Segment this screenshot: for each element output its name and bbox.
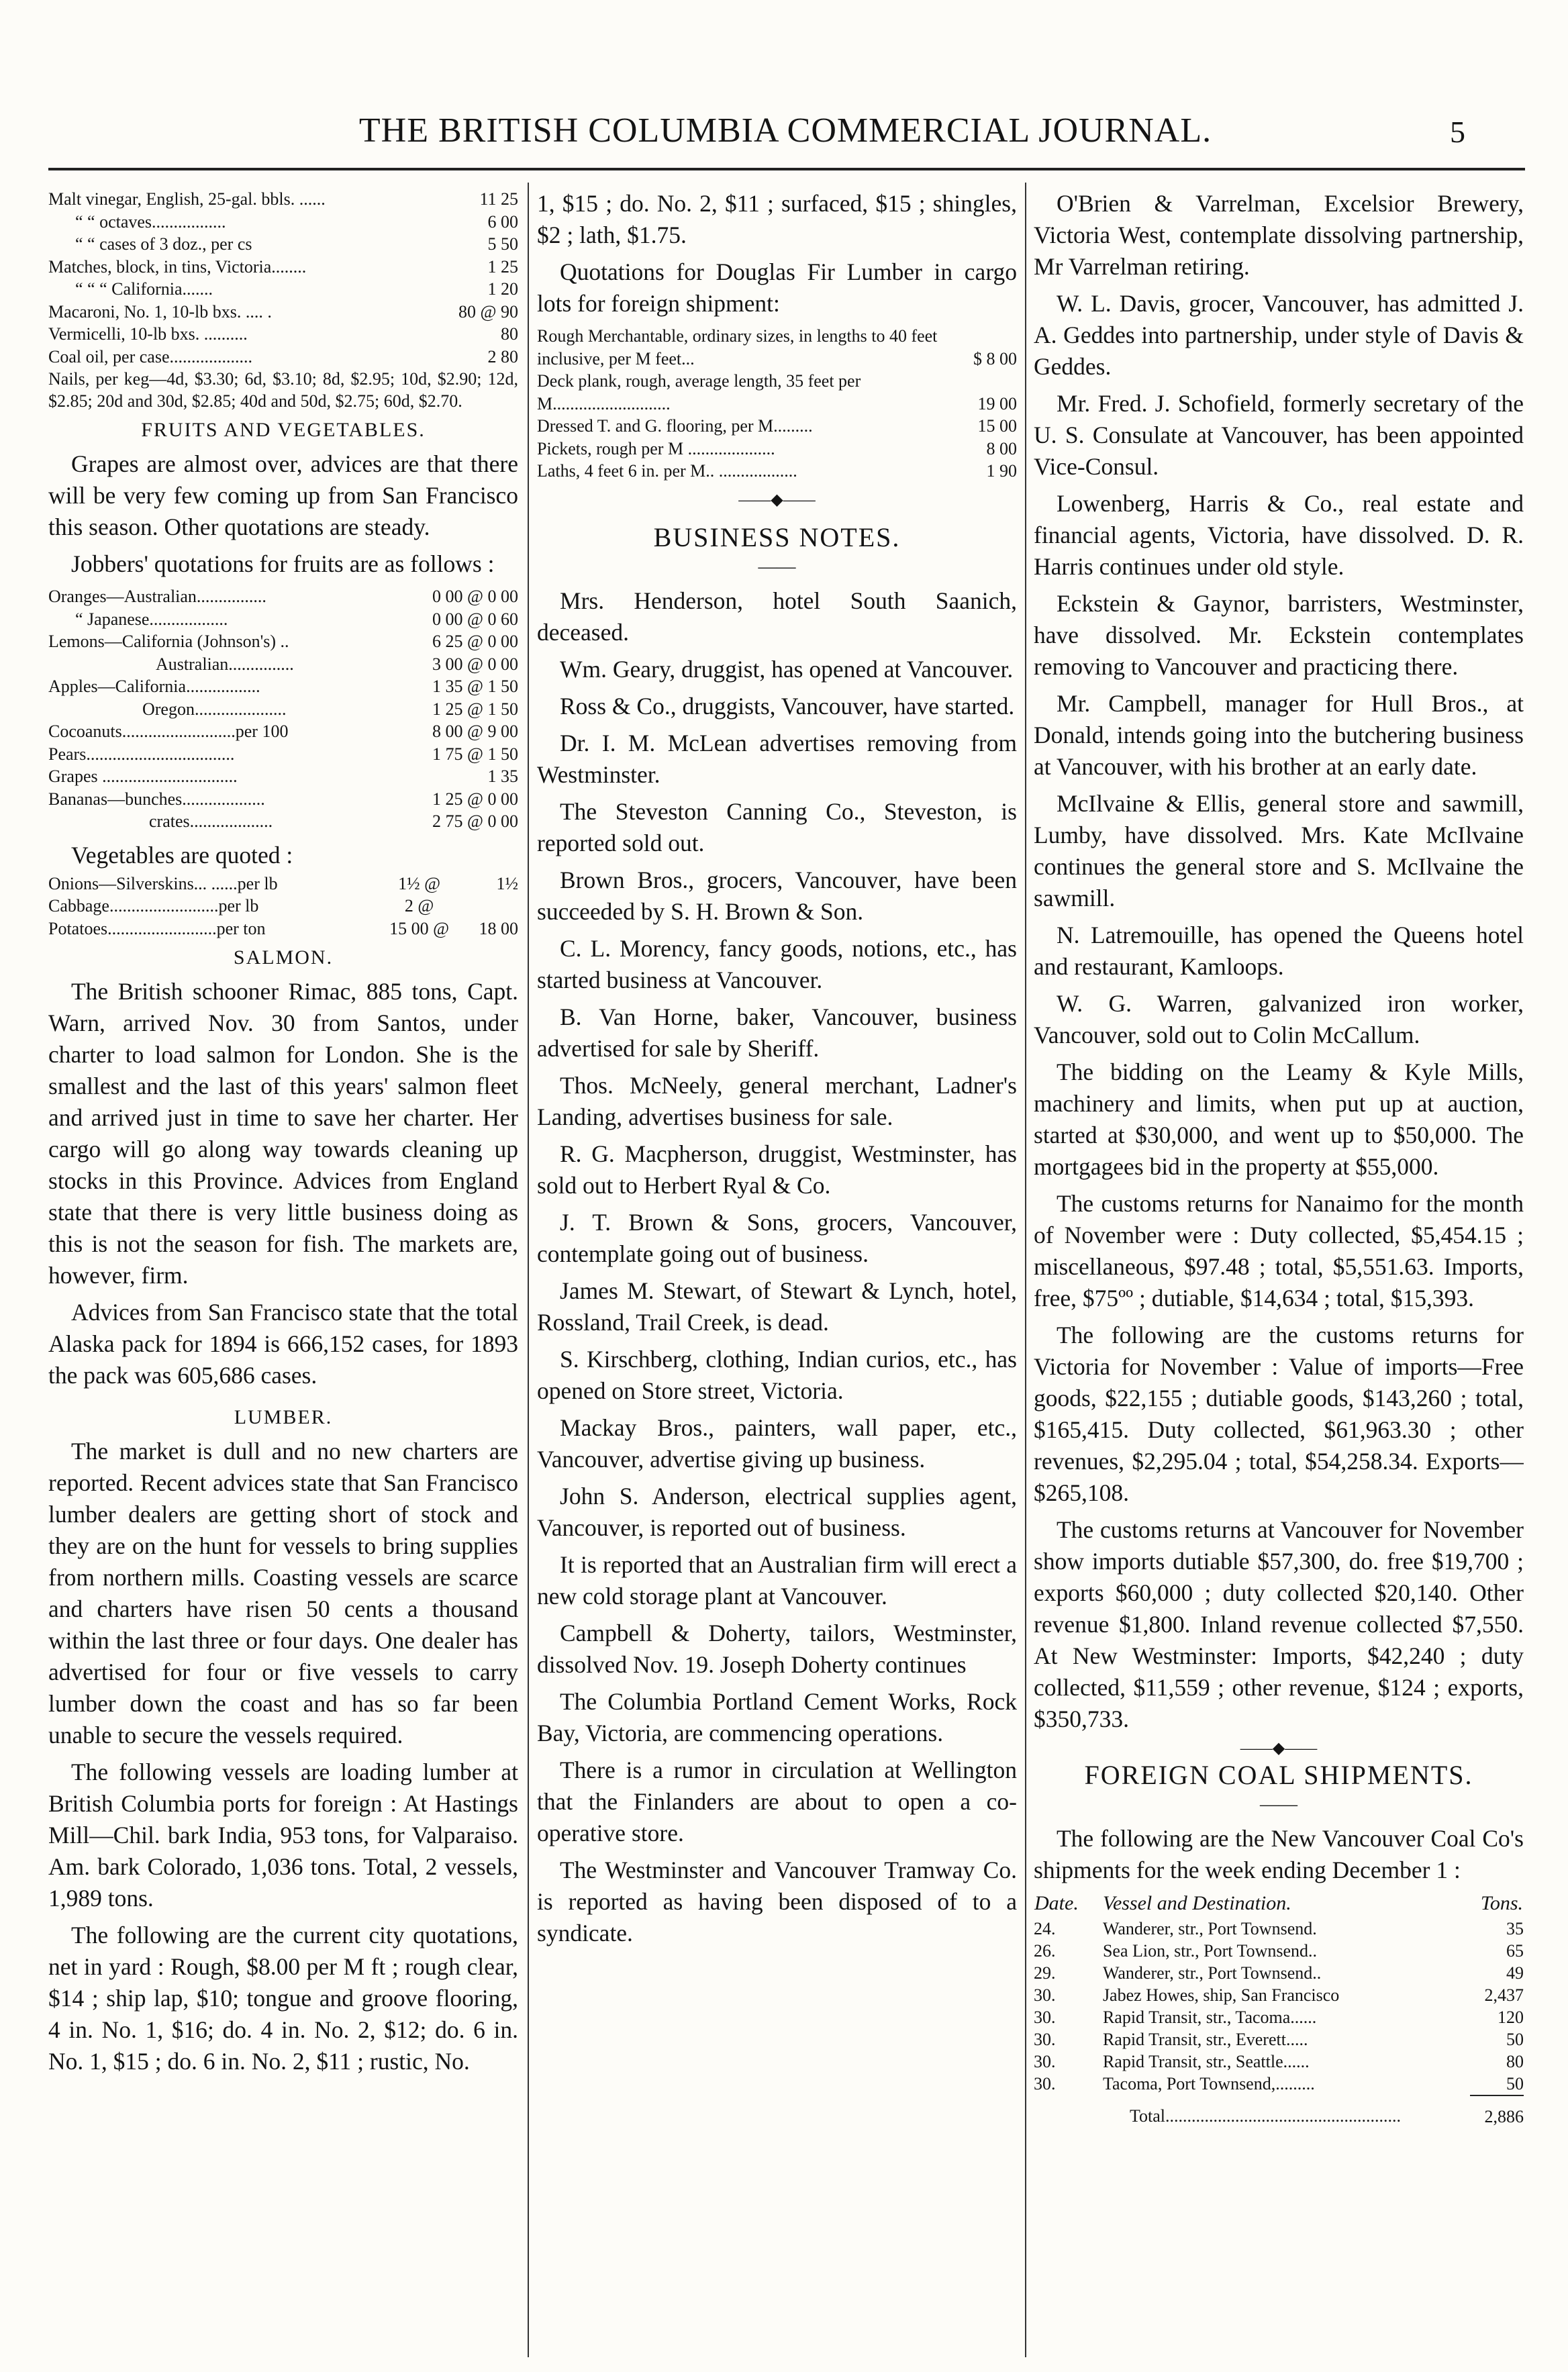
business-note: O'Brien & Varrelman, Excelsior Brewery, Victoria West, contemplate dissolving partnership, Mr Varrelman retiring. xyxy=(1034,190,1524,280)
total-label: Total...................................................... xyxy=(1129,2106,1401,2126)
price-row: Coal oil, per case................... 2 80 xyxy=(48,346,518,366)
business-note: Campbell & Doherty, tailors, Westminster, dissolved Nov. 19. Joseph Doherty continues xyxy=(537,1619,1017,1678)
column-3 xyxy=(1034,188,1524,2128)
business-note: Eckstein & Gaynor, barristers, Westminster, have dissolved. Mr. Eckstein contemplates removing to Vancouver and practicing there. xyxy=(1034,590,1524,680)
paragraph: The following vessels are loading lumber at British Columbia ports for foreign : At Hastings Mill—Chil. bark India, 953 tons, for Valparaiso. Am. bark Colorado, 1,036 tons. Total, 2 vessels, 1,989 tons. xyxy=(48,1759,518,1912)
table-row: 30. Rapid Transit, str., Seattle...... 80 xyxy=(1034,2051,1524,2071)
business-note: Wm. Geary, druggist, has opened at Vancouver. xyxy=(560,655,1014,683)
business-note: Mr. Campbell, manager for Hull Bros., at Donald, intends going into the butchering business at Vancouver, with his brother at an early date. xyxy=(1034,690,1524,780)
business-note: There is a rumor in circulation at Wellington that the Finlanders are about to open a co-operative store. xyxy=(537,1756,1017,1846)
section-heading-salmon: SALMON. xyxy=(233,946,334,969)
fruit-price-table xyxy=(48,585,518,833)
business-note: Dr. I. M. McLean advertises removing from Westminster. xyxy=(537,729,1017,788)
price-row: Australian............... 3 00 @ 0 00 xyxy=(156,654,518,674)
column-header-date: Date. xyxy=(1034,1892,1079,1914)
price-row: Malt vinegar, English, 25-gal. bbls. ...... 11 25 xyxy=(48,189,518,209)
price-row: Pears.................................. 1 75 @ 1 50 xyxy=(48,744,518,764)
business-note: McIlvaine & Ellis, general store and sawmill, Lumby, have dissolved. Mrs. Kate McIlvaine continues the general store and S. McIlvaine the sawmill. xyxy=(1034,790,1524,911)
price-row: Vermicelli, 10-lb bxs. .......... 80 xyxy=(48,324,518,344)
table-header-row xyxy=(1034,1891,1524,1918)
section-heading-coal-shipments: FOREIGN COAL SHIPMENTS. xyxy=(1084,1760,1473,1790)
price-row: “ Japanese.................. 0 00 @ 0 60 xyxy=(75,609,518,629)
price-row: Oranges—Australian................ 0 00 @ 0 00 xyxy=(48,587,518,606)
paragraph: Quotations for Douglas Fir Lumber in cargo lots for foreign shipment: xyxy=(537,258,1017,317)
business-note: Thos. McNeely, general merchant, Ladner's Landing, advertises business for sale. xyxy=(537,1071,1017,1130)
column-1 xyxy=(48,188,518,2083)
header-rule xyxy=(48,168,1525,170)
page-number: 5 xyxy=(1450,115,1465,149)
business-note: C. L. Morency, fancy goods, notions, etc., has started business at Vancouver. xyxy=(537,934,1017,993)
paragraph: Advices from San Francisco state that the total Alaska pack for 1894 is 666,152 cases, for 1893 the pack was 605,686 cases. xyxy=(48,1299,518,1389)
business-note: Mrs. Henderson, hotel South Saanich, deceased. xyxy=(537,587,1017,646)
paragraph: Vegetables are quoted : xyxy=(71,841,293,869)
price-row: crates................... 2 75 @ 0 00 xyxy=(149,811,518,831)
business-note: Lowenberg, Harris & Co., real estate and financial agents, Victoria, have dissolved. D. R. Harris continues under old style. xyxy=(1034,490,1524,580)
table-row: 30. Rapid Transit, str., Tacoma...... 120 xyxy=(1034,2007,1524,2027)
ornament-divider: ——◆—— xyxy=(1240,1740,1318,1757)
price-row: Matches, block, in tins, Victoria........ 1 25 xyxy=(48,256,518,277)
price-row: Grapes ............................... 1 35 xyxy=(48,767,518,786)
paragraph: The following are the current city quotations, net in yard : Rough, $8.00 per M ft ; rough clear, $14 ; ship lap, $10; tongue and groove flooring, 4 in. No. 1, $16; do. 4 in. No. 2, $12; do. 6 in. No. 1, $15 ; do. 6 in. No. 2, $11 ; rustic, No. xyxy=(48,1922,518,2075)
price-row: Laths, 4 feet 6 in. per M.. .................. 1 90 xyxy=(537,461,1017,481)
paragraph: Grapes are almost over, advices are that there will be very few coming up from San Francisco this season. Other quotations are steady. xyxy=(48,450,518,540)
grocery-price-table xyxy=(48,188,518,368)
business-note: The Steveston Canning Co., Steveston, is reported sold out. xyxy=(537,797,1017,856)
business-note: B. Van Horne, baker, Vancouver, business advertised for sale by Sheriff. xyxy=(537,1003,1017,1062)
short-rule: —— xyxy=(1260,1794,1297,1815)
customs-returns: The customs returns for Nanaimo for the month of November were : Duty collected, $5,454.15 ; miscellaneous, $97.48 ; total, $5,551.63. Imports, free, $75ºº ; dutiable, $14,634 ; total, $15,393. xyxy=(1034,1190,1524,1312)
business-note: Brown Bros., grocers, Vancouver, have been succeeded by S. H. Brown & Son. xyxy=(537,866,1017,925)
business-note: W. G. Warren, galvanized iron worker, Vancouver, sold out to Colin McCallum. xyxy=(1034,990,1524,1048)
price-row: Onions—Silverskins... ......per lb 1½ @ 1½ xyxy=(48,873,518,893)
price-row: “ “ octaves................. 6 00 xyxy=(75,211,518,232)
business-note: S. Kirschberg, clothing, Indian curios, etc., has opened on Store street, Victoria. xyxy=(537,1345,1017,1404)
coal-shipments-table xyxy=(1034,1891,1524,2128)
price-row: Oregon..................... 1 25 @ 1 50 xyxy=(142,699,518,719)
paragraph: The British schooner Rimac, 885 tons, Capt. Warn, arrived Nov. 30 from Santos, under charter to load salmon for London. She is the smallest and the last of this years' salmon fleet and arrived just in time to save her charter. Her cargo will go along way towards cleaning up stocks in this Province. Advices from England state that there is very little business doing as this is not the season for fish. The markets are, however, firm. xyxy=(48,978,518,1289)
price-row: Rough Merchantable, ordinary sizes, in lengths to 40 feet inclusive, per M feet... $ 8 00 xyxy=(537,326,1017,368)
column-header-tons: Tons. xyxy=(1480,1892,1523,1914)
column-divider xyxy=(1025,183,1026,2357)
customs-returns: The following are the customs returns for Victoria for November : Value of imports—Free goods, $22,155 ; dutiable goods, $143,260 ; total, $165,415. Duty collected, $61,963.30 ; other revenues, $2,295.04 ; total, $54,258.34. Exports—$265,108. xyxy=(1034,1322,1524,1506)
business-note: J. T. Brown & Sons, grocers, Vancouver, contemplate going out of business. xyxy=(537,1208,1017,1267)
section-heading-lumber: LUMBER. xyxy=(234,1406,333,1428)
business-note: It is reported that an Australian firm will erect a new cold storage plant at Vancouver. xyxy=(537,1550,1017,1610)
column-2 xyxy=(537,188,1017,1955)
price-row: Pickets, rough per M .................... 8 00 xyxy=(537,438,1017,458)
price-row: “ “ cases of 3 doz., per cs 5 50 xyxy=(75,234,518,254)
column-header-vessel: Vessel and Destination. xyxy=(1102,1892,1291,1914)
price-row: Dressed T. and G. flooring, per M......... 15 00 xyxy=(537,416,1017,436)
price-row: Apples—California................. 1 35 @ 1 50 xyxy=(48,677,518,696)
section-heading-business-notes: BUSINESS NOTES. xyxy=(653,522,901,552)
business-note: N. Latremouille, has opened the Queens hotel and restaurant, Kamloops. xyxy=(1034,922,1524,980)
business-note: Mackay Bros., painters, wall paper, etc., Vancouver, advertise giving up business. xyxy=(537,1414,1017,1473)
table-row: 24. Wanderer, str., Port Townsend. 35 xyxy=(1034,1918,1524,1938)
business-note: John S. Anderson, electrical supplies agent, Vancouver, is reported out of business. xyxy=(537,1482,1017,1541)
table-total-row xyxy=(1034,2095,1524,2128)
vegetable-price-table xyxy=(48,873,518,940)
table-row: 29. Wanderer, str., Port Townsend.. 49 xyxy=(1034,1963,1524,1983)
business-note: The Westminster and Vancouver Tramway Co. is reported as having been disposed of to a syndicate. xyxy=(537,1856,1017,1946)
business-note: Mr. Fred. J. Schofield, formerly secretary of the U. S. Consulate at Vancouver, has been appointed Vice-Consul. xyxy=(1034,390,1524,480)
short-rule: —— xyxy=(758,556,796,577)
customs-returns: The customs returns at Vancouver for November show imports dutiable $57,300, do. free $19,700 ; exports $60,000 ; duty collected $20,140. Other revenue $1,800. Inland revenue collected $7,550. At New Westminster: Imports, $42,240 ; duty collected, $11,559 ; other revenue, $124 ; exports, $350,733. xyxy=(1034,1516,1524,1732)
price-row: Cabbage.........................per lb 2 @ xyxy=(48,896,434,916)
paragraph: The following are the New Vancouver Coal Co's shipments for the week ending December 1 : xyxy=(1034,1825,1524,1883)
paragraph: Jobbers' quotations for fruits are as follows : xyxy=(71,550,495,577)
douglas-fir-price-table xyxy=(537,325,1017,483)
price-row: Potatoes.........................per ton 15 00 @ 18 00 xyxy=(48,918,518,938)
price-row: Deck plank, rough, average length, 35 feet per M........................... 19 00 xyxy=(537,371,1017,413)
total-value: 2,886 xyxy=(1470,2095,1524,2128)
page-header: THE BRITISH COLUMBIA COMMERCIAL JOURNAL. xyxy=(358,111,1212,150)
table-row: 30. Rapid Transit, str., Everett..... 50 xyxy=(1034,2029,1524,2049)
ornament-divider: ——◆—— xyxy=(738,491,816,509)
price-row: Macaroni, No. 1, 10-lb bxs. .... . 80 @ 90 xyxy=(48,301,518,322)
business-note: R. G. Macpherson, druggist, Westminster, has sold out to Herbert Ryal & Co. xyxy=(537,1140,1017,1199)
table-row: 26. Sea Lion, str., Port Townsend.. 65 xyxy=(1034,1940,1524,1961)
business-note: The bidding on the Leamy & Kyle Mills, machinery and limits, when put up at auction, started at $30,000, and went up to $50,000. The mortgagees bid in the property at $55,000. xyxy=(1034,1058,1524,1180)
business-note: W. L. Davis, grocer, Vancouver, has admitted J. A. Geddes into partnership, under style of Davis & Geddes. xyxy=(1034,290,1524,380)
nails-prices: Nails, per keg—4d, $3.30; 6d, $3.10; 8d, $2.95; 10d, $2.90; 12d, $2.85; 20d and 30d, $2.85; 40d and 50d, $2.75; 60d, $2.70. xyxy=(48,369,518,411)
business-note: Ross & Co., druggists, Vancouver, have started. xyxy=(560,692,1015,720)
table-row: 30. Tacoma, Port Townsend,......... 50 xyxy=(1034,2073,1524,2093)
paragraph: 1, $15 ; do. No. 2, $11 ; surfaced, $15 ; shingles, $2 ; lath, $1.75. xyxy=(537,190,1017,248)
business-note: James M. Stewart, of Stewart & Lynch, hotel, Rossland, Trail Creek, is dead. xyxy=(537,1277,1017,1336)
price-row: Cocoanuts..........................per 100 8 00 @ 9 00 xyxy=(48,722,518,741)
paragraph: The market is dull and no new charters are reported. Recent advices state that San Francisco lumber dealers are getting short of stock and they are on the hunt for vessels to bring supplies from northern mills. Coasting vessels are scarce and charters have risen 50 cents a thousand within the last three or four days. One dealer has advertised for four or five vessels to carry lumber down the coast and has so far been unable to secure the vessels required. xyxy=(48,1438,518,1748)
table-row: 30. Jabez Howes, ship, San Francisco 2,437 xyxy=(1034,1985,1524,2005)
business-note: The Columbia Portland Cement Works, Rock Bay, Victoria, are commencing operations. xyxy=(537,1687,1017,1746)
price-row: Bananas—bunches................... 1 25 @ 0 00 xyxy=(48,789,518,809)
price-row: “ “ “ California....... 1 20 xyxy=(75,279,518,299)
price-row: Lemons—California (Johnson's) .. 6 25 @ 0 00 xyxy=(48,632,518,651)
column-divider xyxy=(528,183,529,2357)
section-heading-fruits: FRUITS AND VEGETABLES. xyxy=(141,419,426,441)
